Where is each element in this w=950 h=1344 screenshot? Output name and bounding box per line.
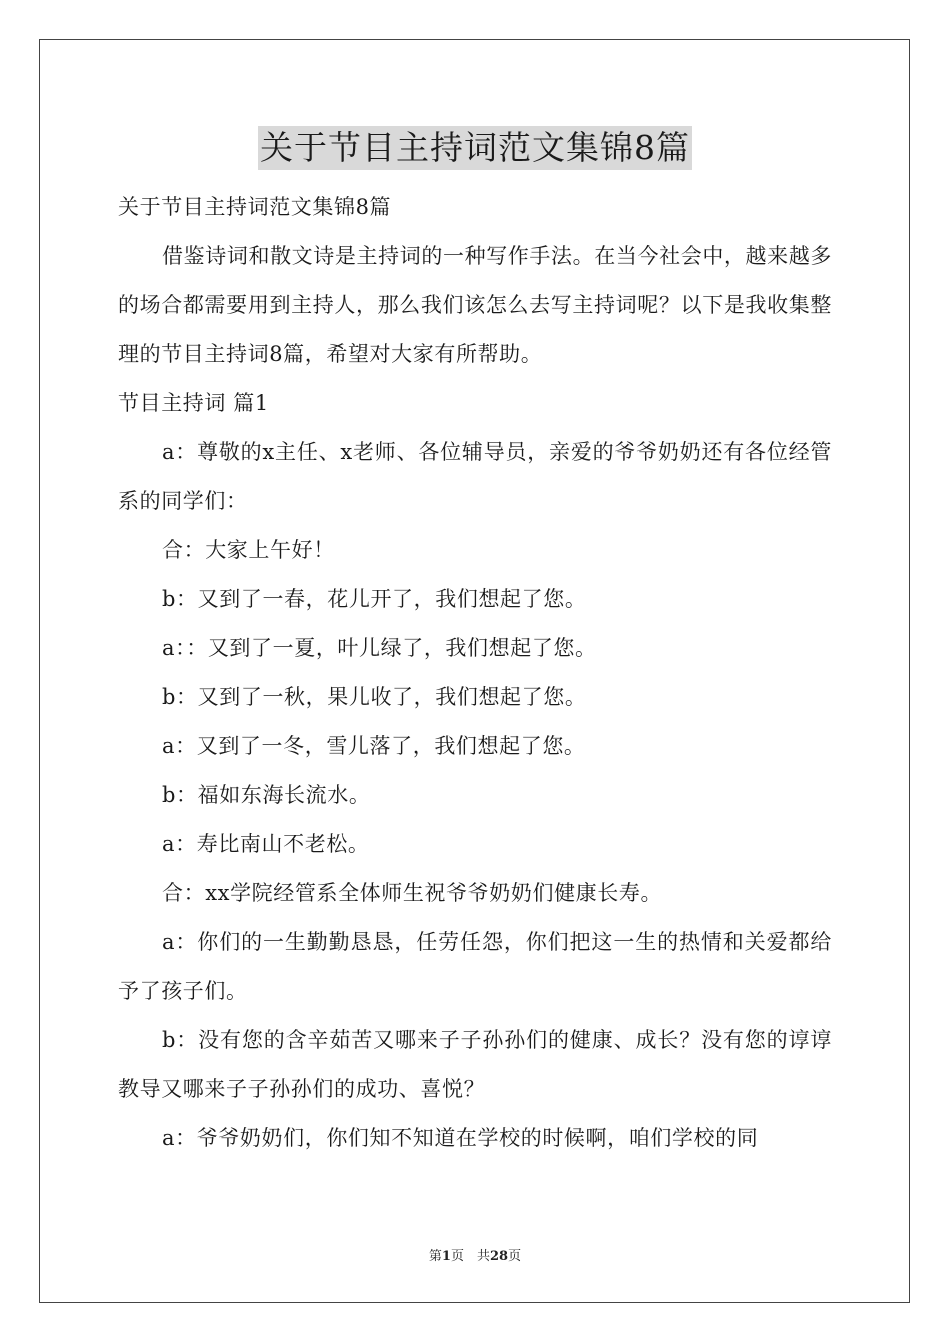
document-paragraph: 借鉴诗词和散文诗是主持词的一种写作手法。在当今社会中，越来越多的场合都需要用到主持人，那么我们该怎么去写主持词呢？以下是我收集整理的节目主持词8篇，希望对大家有所帮助。 (118, 244, 832, 366)
footer-prefix: 第 (428, 1249, 442, 1264)
document-paragraph: a：尊敬的x主任、x老师、各位辅导员，亲爱的爷爷奶奶还有各位经管系的同学们： (118, 440, 832, 513)
document-paragraph: b：福如东海长流水。 (162, 783, 371, 807)
footer-total-pages: 28 (489, 1249, 509, 1264)
document-paragraph: a：寿比南山不老松。 (162, 832, 370, 856)
document-title-text: 关于节目主持词范文集锦8篇 (258, 126, 692, 170)
document-paragraph: 合：大家上午好！ (162, 538, 335, 562)
footer-suffix: 页 (508, 1249, 522, 1264)
footer-current-page: 1 (441, 1249, 451, 1264)
document-body (118, 183, 832, 1163)
document-title (0, 126, 950, 170)
footer-middle: 页 共 (450, 1249, 490, 1264)
document-paragraph: a：又到了一冬，雪儿落了，我们想起了您。 (162, 734, 586, 758)
document-paragraph: a：：又到了一夏，叶儿绿了，我们想起了您。 (162, 636, 597, 660)
document-paragraph: a：你们的一生勤勤恳恳，任劳任怨，你们把这一生的热情和关爱都给予了孩子们。 (118, 930, 832, 1003)
page-footer (0, 1247, 950, 1267)
document-paragraph: 关于节目主持词范文集锦8篇 (118, 195, 392, 219)
document-paragraph: b：又到了一春，花儿开了，我们想起了您。 (162, 587, 587, 611)
document-paragraph: 合：xx学院经管系全体师生祝爷爷奶奶们健康长寿。 (162, 881, 663, 905)
document-paragraph: a：爷爷奶奶们，你们知不知道在学校的时候啊，咱们学校的同 (162, 1126, 759, 1150)
document-paragraph: b：没有您的含辛茹苦又哪来子子孙孙们的健康、成长？没有您的谆谆教导又哪来子子孙孙们的成功、喜悦？ (118, 1028, 832, 1101)
document-paragraph: 节目主持词 篇1 (118, 391, 269, 415)
document-paragraph: b：又到了一秋，果儿收了，我们想起了您。 (162, 685, 587, 709)
